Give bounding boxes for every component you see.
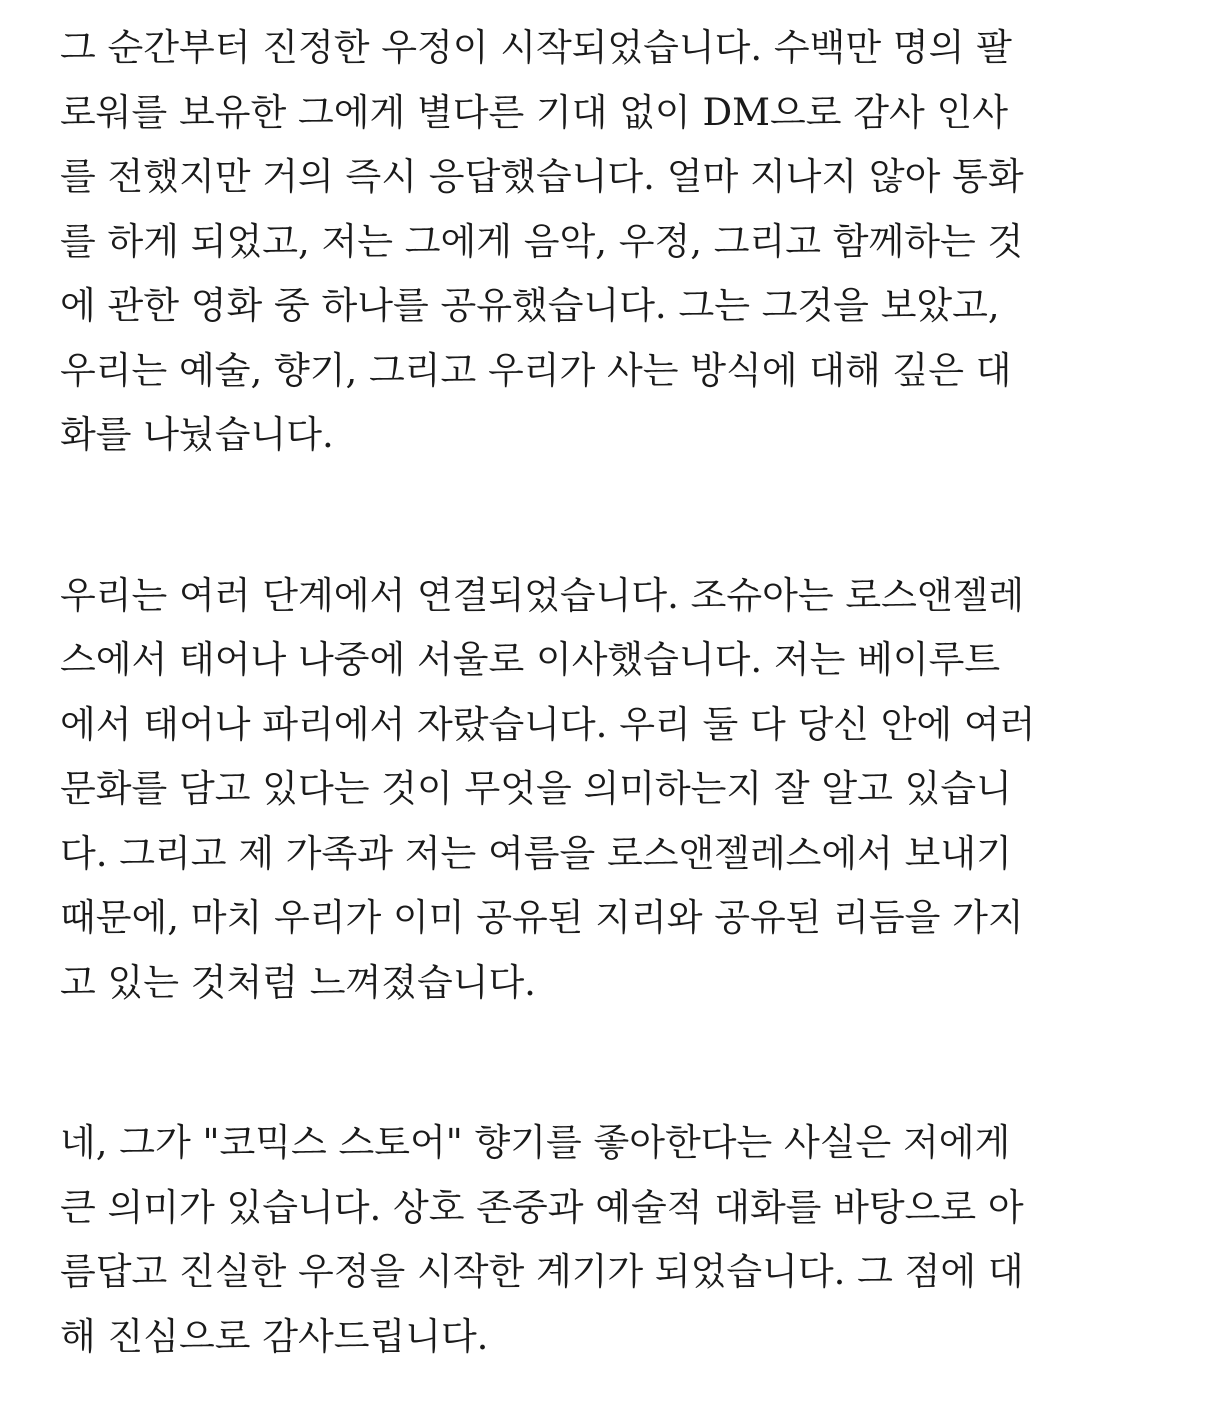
text-line: 우리는 예술, 향기, 그리고 우리가 사는 방식에 대해 깊은 대 [60, 348, 1012, 392]
text-line: 때문에, 마치 우리가 이미 공유된 지리와 공유된 리듬을 가지 [60, 896, 1024, 939]
paragraph-connection [60, 564, 1150, 1016]
text-line: 우리는 여러 단계에서 연결되었습니다. 조슈아는 로스앤젤레 [60, 573, 1025, 617]
text-line: 문화를 담고 있다는 것이 무엇을 의미하는지 잘 알고 있습니 [60, 767, 1012, 810]
text-line: 에서 태어나 파리에서 자랐습니다. 우리 둘 다 당신 안에 여러 [60, 702, 1036, 746]
text-line: 스에서 태어나 나중에 서울로 이사했습니다. 저는 베이루트 [60, 638, 1001, 681]
paragraph-spacer [60, 1015, 1150, 1111]
text-line: 름답고 진실한 우정을 시작한 계기가 되었습니다. 그 점에 대 [60, 1250, 1024, 1293]
text-line: 다. 그리고 제 가족과 저는 여름을 로스앤젤레스에서 보내기 [60, 831, 1012, 875]
text-line: 그 순간부터 진정한 우정이 시작되었습니다. 수백만 명의 팔 [60, 26, 1012, 69]
text-line: 에 관한 영화 중 하나를 공유했습니다. 그는 그것을 보았고, [60, 284, 1000, 327]
text-line: 화를 나눴습니다. [60, 413, 334, 456]
text-line: 를 하게 되었고, 저는 그에게 음악, 우정, 그리고 함께하는 것 [60, 219, 1024, 263]
text-line: 네, 그가 "코믹스 스토어" 향기를 좋아한다는 사실은 저에게 [60, 1121, 1011, 1164]
paragraph-friendship-start [60, 16, 1150, 468]
text-line: 로워를 보유한 그에게 별다른 기대 없이 DM으로 감사 인사 [60, 90, 1008, 134]
text-line: 를 전했지만 거의 즉시 응답했습니다. 얼마 지나지 않아 통화 [60, 155, 1024, 198]
text-line: 고 있는 것처럼 느껴졌습니다. [60, 960, 536, 1004]
paragraph-gratitude [60, 1111, 1150, 1369]
text-line: 큰 의미가 있습니다. 상호 존중과 예술적 대화를 바탕으로 아 [60, 1185, 1024, 1229]
article-body [60, 16, 1150, 1369]
text-line: 해 진심으로 감사드립니다. [60, 1314, 489, 1358]
paragraph-spacer [60, 468, 1150, 564]
